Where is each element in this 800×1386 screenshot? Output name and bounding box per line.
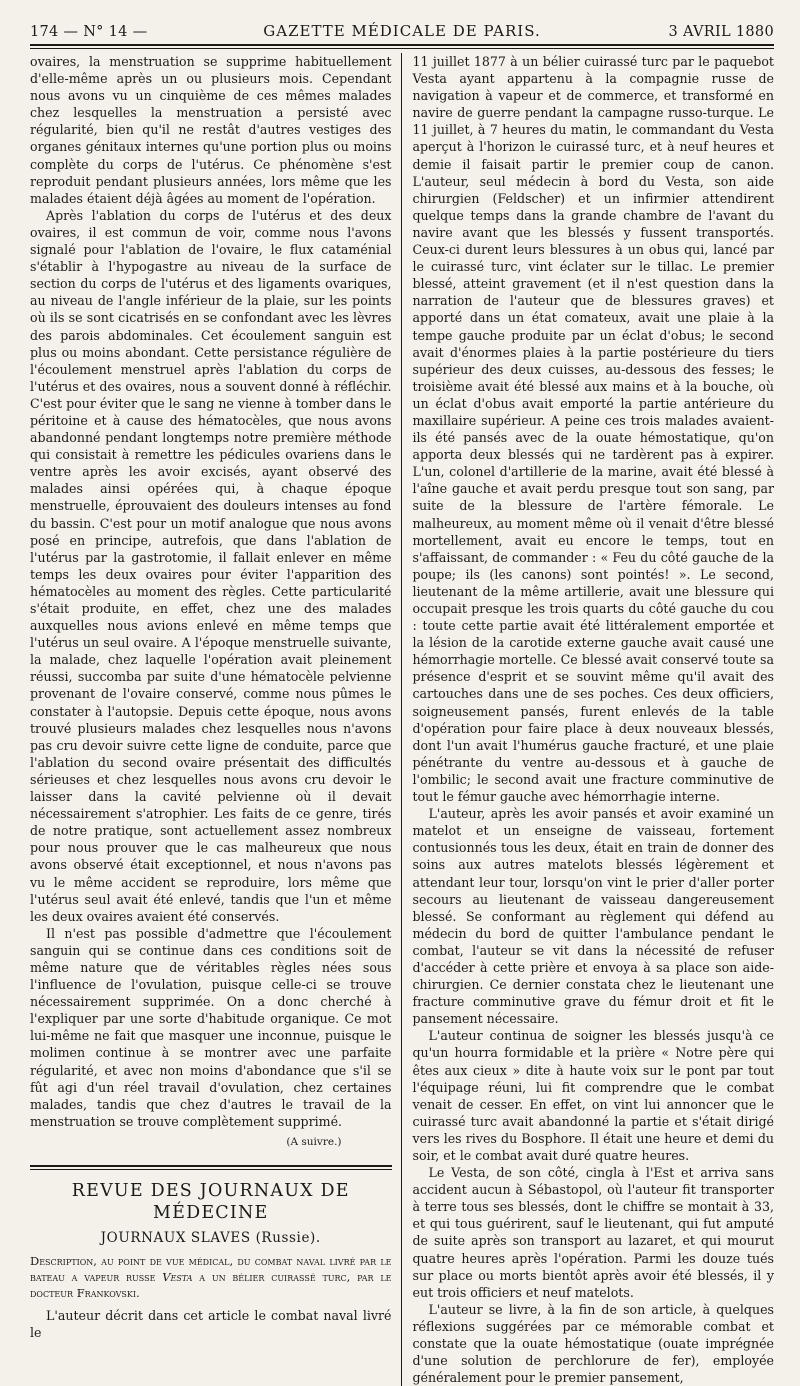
- section-title: REVUE DES JOURNAUX DE MÉDECINE: [71, 1181, 350, 1223]
- section-rule-thin: [30, 1169, 392, 1170]
- text-columns: [30, 53, 774, 1386]
- left-column: [30, 53, 402, 1386]
- right-column: [402, 53, 775, 1386]
- right-paragraph-5: L'auteur se livre, à la fin de son article, à quelques réflexions suggérées par ce mémorable combat et constate que la ouate hémostatique (ouate imprégnée d'une solution de perchlorure de fer), employée généralement pour le premier pansement,: [412, 1301, 774, 1386]
- section-subtitle: JOURNAUX SLAVES (Russie).: [100, 1230, 321, 1246]
- header-rule-thin: [30, 48, 774, 49]
- article-description: [30, 1253, 392, 1301]
- right-paragraph-1: 11 juillet 1877 à un bélier cuirassé turc par le paquebot Vesta ayant appartenu à la compagnie russe de navigation à vapeur et de commerce, et transformé en navire de guerre pendant la campagne russo-turque. Le 11 juillet, à 7 heures du matin, le commandant du Vesta aperçut à l'horizon le cuirassé turc, et à neuf heures et demie il faisait partir le premier coup de canon. L'auteur, seul médecin à bord du Vesta, son aide chirurgien (Feldscher) et un infirmier attendirent quelque temps dans la grande chambre de l'avant du navire avant que les blessés y fussent transportés. Ceux-ci durent leurs blessures à un obus qui, lancé par le cuirassé turc, vint éclater sur le tillac. Le premier blessé, atteint gravement (et il n'est question dans la narration de l'auteur que de blessures graves) et apporté dans un état comateux, avait une plaie à la tempe gauche produite par un éclat d'obus; le second avait d'énormes plaies à la partie postérieure du tiers supérieur des deux cuisses, au-dessous des fesses; le troisième avait été blessé aux mains et à la bouche, où un éclat d'obus avait emporté la partie antérieure du maxillaire supérieur. A peine ces trois malades avaient-ils été pansés avec de la ouate hémostatique, qu'on apporta deux blessés qui ne tardèrent pas à expirer. L'un, colonel d'artillerie de la marine, avait été blessé à l'aîne gauche et avait perdu presque tout son sang, par suite de la blessure de l'artère fémorale. Le malheureux, au moment même où il venait d'être blessé mortellement, avait eu encore le temps, tout en s'affaissant, de commander : « Feu du côté gauche de la poupe; ils (les canons) sont pointés! ». Le second, lieutenant de la même artillerie, avait une blessure qui occupait presque les trois quarts du côté gauche du cou : toute cette partie avait été littéralement emportée et la lésion de la carotide externe gauche avait causé une hémorrhagie mortelle. Ce blessé avait conservé toute sa présence d'esprit et se souvint même qu'il avait des cartouches dans une de ses poches. Ces deux officiers, soigneusement pansés, furent enlevés de la table d'opération pour faire place à deux nouveaux blessés, dont l'un avait l'humérus gauche fracturé, et une plaie pénétrante du ventre au-dessous et à gauche de l'ombilic; le second avait une fracture comminutive de tout le fémur gauche avec hémorrhagie interne.: [412, 54, 774, 805]
- header-rule: [30, 44, 774, 46]
- left-paragraph-2: Après l'ablation du corps de l'utérus et des deux ovaires, il est commun de voir, comme nous l'avons signalé pour l'ablation de l'ovaire, le flux cataménial s'établir à l'hypogastre au niveau de la surface de section du corps de l'utérus et des ligaments ovariques, au niveau de l'angle inférieur de la plaie, sur les points où ils se sont cicatrisés en se confondant avec les lèvres des parois abdominales. Cet écoulement sanguin est plus ou moins abondant. Cette persistance régulière de l'écoulement menstruel après l'ablation du corps de l'utérus et des ovaires, nous a souvent donné à réfléchir. C'est pour éviter que le sang ne vienne à tomber dans le péritoine et à cause des hématocèles, que nous avons abandonné pendant longtemps notre première méthode qui consistait à remettre les pédicules ovariens dans le ventre après les avoir excisés, ayant observé des malades ainsi opérées qui, à chaque époque menstruelle, éprouvaient des douleurs intenses au fond du bassin. C'est pour un motif analogue que nous avons posé en principe, autrefois, que dans l'ablation de l'utérus par la gastrotomie, il fallait enlever en même temps les deux ovaires pour éviter l'apparition des hématocèles au moment des règles. Cette particularité s'était produite, en effet, chez une des malades auxquelles nous avions enlevé en même temps que l'utérus un seul ovaire. A l'époque menstruelle suivante, la malade, chez laquelle l'opération avait pleinement réussi, succomba par suite d'une hématocèle pelvienne provenant de l'ovaire conservé, comme nous pûmes le constater à l'autopsie. Depuis cette époque, nous avons trouvé plusieurs malades chez lesquelles nous n'avons pas cru devoir suivre cette ligne de conduite, parce que l'ablation du second ovaire présentait des difficultés sérieuses et chez lesquelles nous avons cru devoir le laisser dans la cavité pelvienne où il devait nécessairement s'atrophier. Les faits de ce genre, tirés de notre pratique, sont actuellement assez nombreux pour nous prouver que le cas malheureux que nous avons observé était exceptionnel, et nous n'avons pas vu le même accident se reproduire, lors même que l'utérus seul avait été enlevé, tandis que l'un et même les deux ovaires avaient été conservés.: [30, 207, 392, 924]
- right-paragraph-4: Le Vesta, de son côté, cingla à l'Est et arriva sans accident aucun à Sébastopol, où l'auteur fit transporter à terre tous ses blessés, dont le chiffre se montait à 33, et qui tous guérirent, sauf le lieutenant, qui fut amputé de suite après son transport au lazaret, et qui mourut quatre heures après l'opération. Parmi les douze tués sur place ou morts bientôt après avoir été blessés, il y eut trois officiers et neuf matelots.: [412, 1165, 774, 1300]
- article-description-part-1: Description, au point de vue médical, du combat naval livré par le bateau a vapeur russe: [30, 1254, 392, 1285]
- section-rule: [30, 1165, 392, 1167]
- right-paragraph-3: L'auteur continua de soigner les blessés jusqu'à ce qu'un hourra formidable et la prière « Notre père qui êtes aux cieux » dite à haute voix sur le pont par tout l'équipage réuni, lui fit comprendre que le combat venait de cesser. En effet, on vint lui annoncer que le cuirassé turc avait abandonné la partie et s'était dirigé vers les rives du Bosphore. Il était une heure et demi du soir, et le combat avait duré quatre heures.: [412, 1028, 774, 1163]
- left-paragraph-4: L'auteur décrit dans cet article le combat naval livré le: [30, 1308, 392, 1341]
- left-paragraph-3: Il n'est pas possible d'admettre que l'écoulement sanguin qui se continue dans ces conditions soit de même nature que de véritables règles nées sous l'influence de l'ovulation, puisque celle-ci se trouve nécessairement supprimée. On a donc cherché à l'expliquer par une sorte d'habitude organique. Ce mot lui-même ne fait que masquer une inconnue, puisque le molimen continue à se montrer avec une parfaite régularité, et avec non moins d'abondance que s'il se fût agi d'un réel travail d'ovulation, chez certaines malades, tandis que chez d'autres le travail de la menstruation se trouve complètement supprimé.: [30, 925, 392, 1129]
- ship-name: Vesta: [162, 1270, 193, 1285]
- page-number: 174 — N° 14 —: [30, 24, 148, 40]
- right-paragraph-2: L'auteur, après les avoir pansés et avoir examiné un matelot et un enseigne de vaisseau, fortement contusionnés tous les deux, était en train de donner des soins aux autres matelots blessés légèrement et attendant leur tour, lorsqu'on vint le prier d'aller porter secours au lieutenant de vaisseau dangereusement blessé. Se conformant au règlement qui défend au médecin du bord de quitter l'ambulance pendant le combat, l'auteur se vit dans la nécessité de refuser d'accéder à cette prière et envoya à sa place son aide-chirurgien. Ce dernier constata chez le lieutenant une fracture comminutive grave du fémur droit et fit le pansement nécessaire.: [412, 806, 774, 1027]
- page-header: [30, 14, 774, 40]
- left-paragraph-1: ovaires, la menstruation se supprime habituellement d'elle-même après un ou plusieurs mois. Cependant nous avons vu un cinquième de ces mêmes malades chez lesquelles la menstruation a persisté avec régularité, bien qu'il ne restât d'autres vestiges des organes génitaux internes qu'une portion plus ou moins complète du corps de l'utérus. Ce phénomène s'est reproduit pendant plusieurs années, lors même que les malades étaient déjà âgées au moment de l'opération.: [30, 54, 392, 206]
- journal-title: GAZETTE MÉDICALE DE PARIS.: [263, 22, 541, 40]
- article-description-part-2: a un bélier cuirassé turc, par le docteur Frankovski.: [30, 1270, 392, 1301]
- to-be-continued: (A suivre.): [286, 1135, 342, 1148]
- issue-date: 3 AVRIL 1880: [668, 24, 774, 40]
